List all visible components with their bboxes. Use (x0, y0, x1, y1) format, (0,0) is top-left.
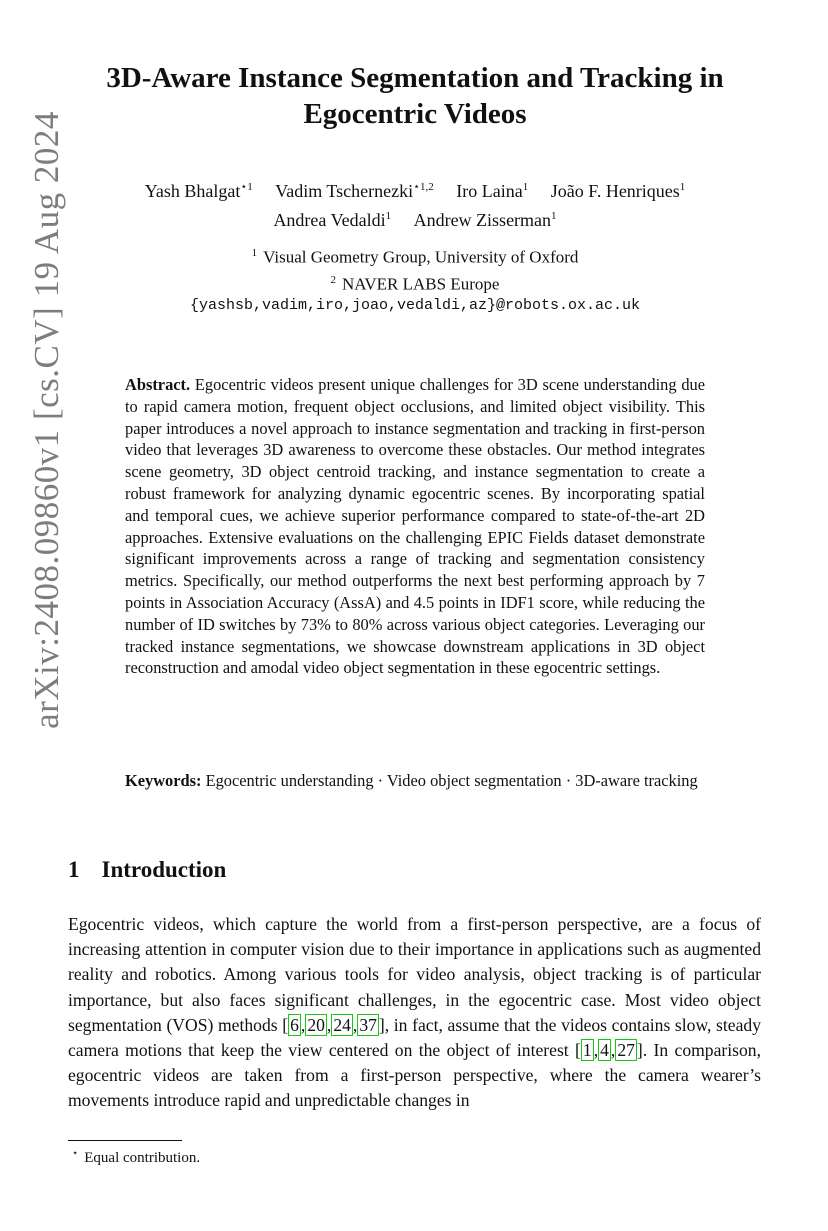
citation-link[interactable]: 24 (333, 1014, 351, 1035)
paper-title: 3D-Aware Instance Segmentation and Tracking in Egocentric Videos (106, 62, 724, 130)
citation-link[interactable]: 6 (290, 1014, 299, 1035)
abstract (125, 374, 705, 679)
citation-link[interactable]: 37 (359, 1014, 377, 1035)
author: Yash Bhalgat$^{⋆1}$ (144, 181, 253, 201)
citation-link[interactable]: 20 (307, 1014, 325, 1035)
arxiv-identifier-stamp (22, 60, 72, 780)
section-number: 1 (68, 857, 80, 882)
author: Andrew Zisserman$^1$ (413, 210, 557, 230)
arxiv-id-text: arXiv:2408.09860v1 [cs.CV] 19 Aug 2024 (27, 111, 67, 729)
citation-link[interactable]: 27 (617, 1040, 635, 1061)
abstract-text: Egocentric videos present unique challenges for 3D scene understanding due to rapid camera motion, frequent object occlusions, and limited object visibility. This paper introduces a novel approach to instance segmentation and tracking in first-person video that leverages 3D awareness to overcome these obstacles. Our method integrates scene geometry, 3D object centroid tracking, and instance segmentation to create a robust framework for analyzing dynamic egocentric scenes. By incorporating spatial and temporal cues, we achieve superior performance compared to state-of-the-art 2D approaches. Extensive evaluations on the challenging EPIC Fields dataset demonstrate significant improvements across a range of tracking and segmentation consistency metrics. Specifically, our method outperforms the next best performing approach by 7 points in Association Accuracy (AssA) and 4.5 points in IDF1 score, while reducing the number of ID switches by 73% to 80% across various object categories. Leveraging our tracked instance segmentations, we showcase downstream applications in 3D object reconstruction and amodal video object segmentation in these egocentric settings. (125, 375, 705, 678)
footnote-mark: ⋆ (72, 1148, 79, 1159)
keywords-text: Egocentric understanding · Video object segmentation · 3D-aware tracking (205, 771, 698, 790)
author: Vadim Tschernezki$^{⋆1,2}$ (275, 181, 434, 201)
section-heading (68, 857, 226, 883)
footnote-text: Equal contribution. (84, 1150, 201, 1166)
footnote-divider (68, 1140, 182, 1141)
abstract-label: Abstract. (125, 375, 191, 394)
citation-link[interactable]: 4 (600, 1040, 609, 1061)
affiliation: $^2$ NAVER LABS Europe (330, 273, 500, 294)
introduction-paragraph: Egocentric videos, which capture the world from a first-person perspective, are a focus of increasing attention in computer vision due to their importance in applications such as augmented reality and robotics. Among various tools for video analysis, object tracking is of particular importance, but also faces significant challenges, in the egocentric case. Most video object segmentation (VOS) methods [ 6 , 20 , 24 , 37 ], in fact, assume that the videos contains slow, steady camera motions that keep the view centered on the object of interest [ 1 , 4 , 27 ]. In comparison, egocentric videos are taken from a first-person perspective, where the camera wearer’s movements introduce rapid and unpredictable changes in (68, 914, 761, 1111)
keywords (125, 770, 705, 792)
author: João F. Henriques$^1$ (550, 181, 686, 201)
affiliation: $^1$ Visual Geometry Group, University of Oxford (251, 247, 579, 267)
footnote (68, 1148, 200, 1167)
section-title-text: Introduction (101, 857, 227, 882)
affiliations (70, 242, 760, 317)
author: Andrea Vedaldi$^1$ (273, 210, 392, 230)
citation-link[interactable]: 1 (582, 1040, 592, 1061)
keywords-label: Keywords: (125, 771, 202, 790)
author-list (70, 175, 760, 233)
author: Iro Laina$^1$ (456, 181, 529, 201)
author-emails: {yashsb,vadim,iro,joao,vedaldi,az}@robots.ox.ac.uk (189, 297, 641, 315)
